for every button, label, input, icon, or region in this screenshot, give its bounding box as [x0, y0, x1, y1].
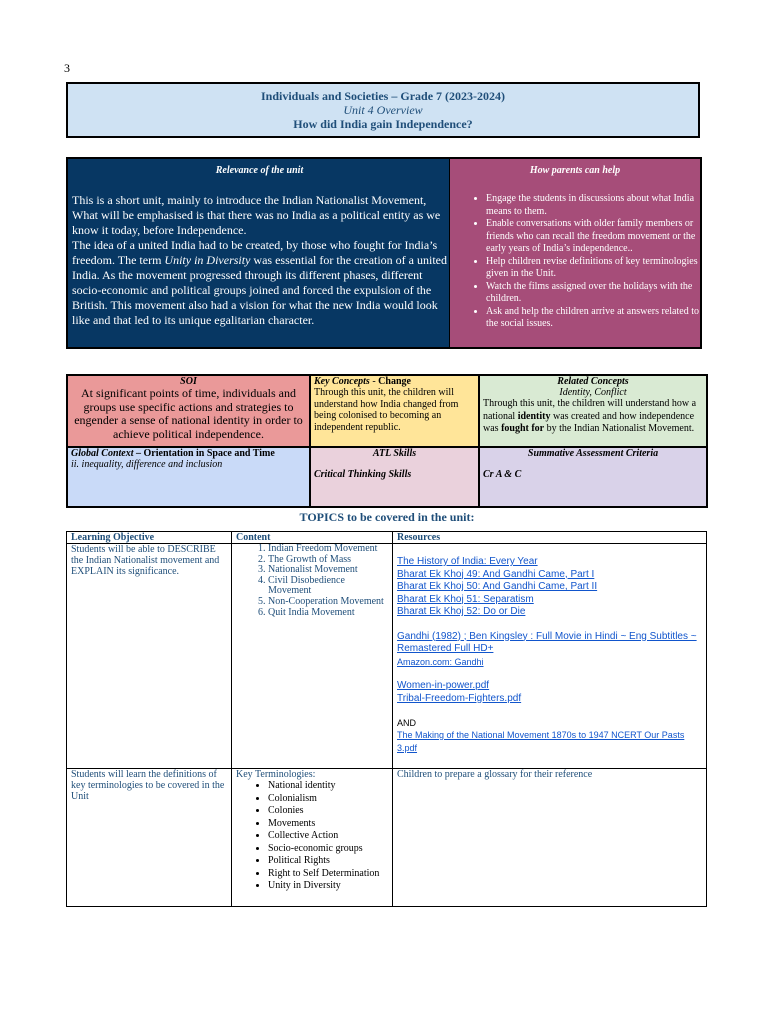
resource-link[interactable]: The History of India: Every Year	[397, 556, 538, 567]
global-context-sub: ii. inequality, difference and inclusion	[71, 459, 223, 470]
list-item: • Right to Self Determination	[268, 868, 388, 881]
sac-heading: Summative Assessment Criteria	[527, 448, 659, 459]
list-item: 2. The Growth of Mass	[268, 555, 388, 566]
resource-link[interactable]: Bharat Ek Khoj 50: And Gandhi Came, Part II	[397, 581, 598, 592]
resource-link[interactable]: Bharat Ek Khoj 49: And Gandhi Came, Part I	[397, 568, 595, 580]
resources-cell	[393, 544, 707, 769]
objective-text: Students will be able to DESCRIBE the Indian Nationalist movement and EXPLAIN its significance.	[71, 544, 220, 577]
course-title: Individuals and Societies – Grade 7 (2023-2024)	[260, 89, 506, 103]
list-item: • Watch the films assigned over the holidays with the children.	[486, 281, 700, 306]
list-item: • Colonies	[268, 805, 388, 818]
unit-question: How did India gain Independence?	[293, 117, 473, 131]
related-concepts-cell	[479, 375, 707, 447]
relevance-panel	[66, 157, 453, 349]
concepts-table	[66, 374, 708, 508]
list-item: • Socio-economic groups	[268, 843, 388, 856]
list-item: 4. Civil Disobedience Movement	[268, 576, 388, 597]
list-item: 6. Quit India Movement	[268, 608, 388, 619]
related-text-c: by the Indian Nationalist Movement.	[544, 423, 695, 434]
atl-value: Critical Thinking Skills	[314, 469, 412, 480]
col-resources: Resources	[393, 532, 707, 544]
glossary-text: Children to prepare a glossary for their reference	[397, 769, 593, 780]
parents-heading: How parents can help	[529, 165, 621, 176]
unit-overview-label: Unit 4 Overview	[343, 103, 423, 117]
list-item: • Engage the students in discussions about what India means to them.	[486, 193, 700, 218]
terminologies-heading: Key Terminologies:	[236, 769, 316, 780]
table-row	[67, 769, 707, 907]
list-item: • Enable conversations with older family members or friends who can recall the freedom movement or the early years of India’s independence..	[486, 218, 700, 256]
list-item: • Movements	[268, 818, 388, 831]
global-context-heading: Global Context	[71, 448, 134, 459]
summative-criteria-cell	[479, 447, 707, 507]
terminologies-list	[236, 780, 388, 893]
ncert-pdf-link[interactable]: The Making of the National Movement 1870s to 1947 NCERT Our Pasts 3.pdf	[397, 730, 685, 753]
amazon-gandhi-link[interactable]: Amazon.com: Gandhi	[397, 656, 484, 667]
soi-heading: SOI	[180, 376, 197, 387]
col-learning-objective: Learning Objective	[67, 532, 232, 544]
relevance-para-start: The idea of a united India had to be created, by those who fought for India’s freedom. The term	[72, 238, 438, 267]
soi-cell	[67, 375, 310, 447]
relevance-para-end: was essential for the creation of a united India. As the movement progressed through its different phases, different socio-economic and political groups joined and forced the expulsion of the British. This movement also had a vision for what the new India would look like and that led to its unique egalitarian character.	[72, 253, 447, 327]
related-bold-identity: identity	[517, 410, 551, 422]
list-item: • Political Rights	[268, 855, 388, 868]
parents-list	[450, 193, 700, 331]
list-item: 3. Nationalist Movement	[268, 565, 388, 576]
related-bold-fought: fought for	[501, 423, 545, 434]
objective-cell	[67, 769, 232, 907]
tribal-freedom-fighters-link[interactable]: Tribal-Freedom-Fighters.pdf	[397, 692, 522, 704]
key-concepts-text: Through this unit, the children will understand how India changed from being colonised to becoming an independent republic.	[314, 387, 459, 433]
related-text-a: Through this unit, the children will understand how a national	[483, 398, 697, 422]
objective-cell	[67, 544, 232, 769]
relevance-heading: Relevance of the unit	[215, 165, 304, 176]
related-concepts-heading: Related Concepts	[557, 376, 629, 387]
page-number: 3	[64, 61, 70, 75]
key-concept-value: Change	[378, 376, 411, 387]
col-content: Content	[232, 532, 393, 544]
content-cell	[232, 544, 393, 769]
list-item: • Collective Action	[268, 830, 388, 843]
topics-title: TOPICS to be covered in the unit:	[299, 510, 475, 524]
key-concepts-cell: Key Concepts - Change Through this unit, the children will understand how India changed from being colonised to becoming an independent republic.	[310, 375, 479, 447]
related-concepts-text	[483, 398, 703, 436]
content-list	[236, 544, 388, 618]
key-concepts-heading: Key Concepts	[314, 376, 370, 387]
list-item: • National identity	[268, 780, 388, 793]
sac-value: Cr A & C	[483, 469, 522, 480]
relevance-emphasis: Unity in Diversity	[164, 253, 251, 267]
soi-text: At significant points of time, individuals and groups use specific actions and strategies to engender a sense of national identity in order to achieve political independence.	[74, 386, 303, 441]
list-item: 1. Indian Freedom Movement	[268, 544, 388, 555]
topics-table	[66, 531, 707, 907]
unit-header	[66, 82, 700, 138]
list-item: • Unity in Diversity	[268, 880, 388, 893]
and-label: AND	[397, 718, 417, 728]
related-text-b: was created and how independence was	[483, 410, 695, 434]
list-item: 5. Non-Cooperation Movement	[268, 597, 388, 608]
list-item: • Colonialism	[268, 793, 388, 806]
table-row	[67, 544, 707, 769]
global-context-cell: Global Context – Orientation in Space and Time ii. inequality, difference and inclusion	[67, 447, 310, 507]
list-item: • Ask and help the children arrive at answers related to the social issues.	[486, 306, 700, 331]
resource-link[interactable]: Bharat Ek Khoj 51: Separatism	[397, 593, 534, 605]
resource-link[interactable]: Bharat Ek Khoj 52: Do or Die	[397, 606, 526, 617]
atl-skills-cell	[310, 447, 479, 507]
content-cell	[232, 769, 393, 907]
resources-cell	[393, 769, 707, 907]
relevance-text	[68, 193, 451, 328]
relevance-intro: This is a short unit, mainly to introduce the Indian Nationalist Movement, What will be emphasised is that there was no India as a political entity as we know it today, before Independence.	[72, 193, 441, 237]
related-concepts-value: Identity, Conflict	[559, 387, 627, 398]
parents-panel	[449, 157, 702, 349]
global-context-value: Orientation in Space and Time	[143, 448, 275, 459]
objective-text: Students will learn the definitions of key terminologies to be covered in the Unit	[71, 769, 225, 802]
list-item: • Help children revise definitions of key terminologies given in the Unit.	[486, 256, 700, 281]
atl-heading: ATL Skills	[372, 448, 417, 459]
women-in-power-link[interactable]: Women-in-power.pdf	[397, 680, 490, 691]
gandhi-film-link[interactable]: Gandhi (1982) ; Ben Kingsley : Full Movie in Hindi ~ Eng Subtitles ~ Remastered Full HD+	[397, 630, 697, 654]
